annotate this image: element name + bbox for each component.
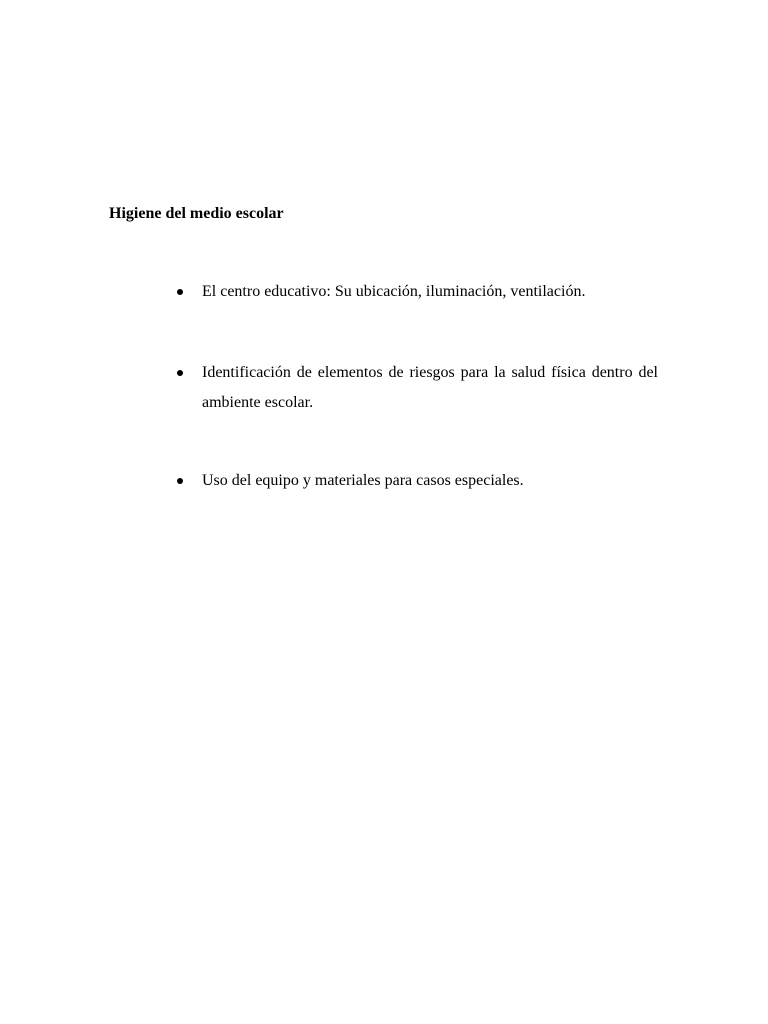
list-item	[177, 466, 658, 496]
list-item-text: Uso del equipo y materiales para casos especiales.	[202, 472, 524, 489]
bullet-icon	[177, 478, 183, 484]
list-item	[177, 358, 658, 418]
bullet-icon	[177, 370, 183, 376]
list-item-text: El centro educativo: Su ubicación, iluminación, ventilación.	[202, 283, 586, 300]
list-item	[177, 277, 658, 307]
section-heading: Higiene del medio escolar	[109, 205, 284, 222]
list-item-text: Identificación de elementos de riesgos para la salud física dentro del ambiente escolar.	[202, 364, 658, 411]
bullet-icon	[177, 289, 183, 295]
